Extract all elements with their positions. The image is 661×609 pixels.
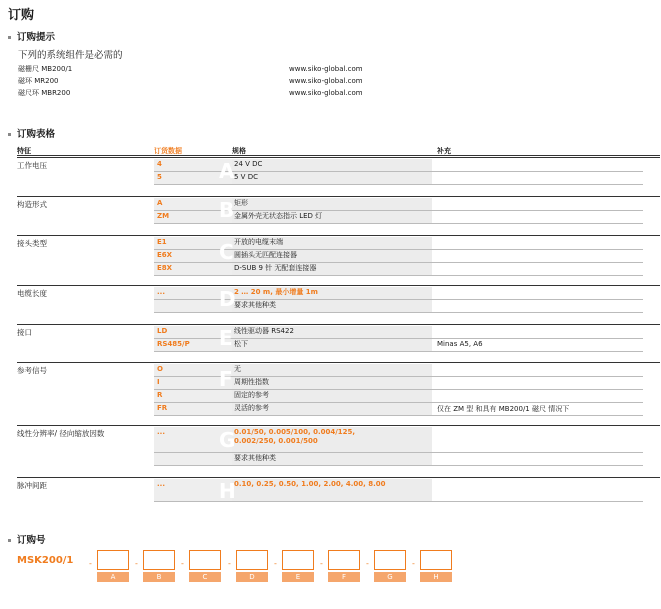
order-code: A <box>157 199 163 207</box>
order-key-separator: - <box>320 559 323 568</box>
row-divider <box>154 223 643 224</box>
order-code: E1 <box>157 238 167 246</box>
order-key-separator: - <box>274 559 277 568</box>
order-code: I <box>157 378 160 386</box>
feature-label: 电缆长度 <box>17 289 47 298</box>
order-slot-d[interactable] <box>236 550 268 570</box>
hint-item <box>18 76 378 86</box>
spec-value: 线性驱动器 RS422 <box>234 327 294 335</box>
spec-cell <box>232 403 432 415</box>
hint-item-url[interactable]: www.siko-global.com <box>289 77 363 85</box>
column-supplement: 补充 <box>437 147 451 155</box>
spec-cell <box>232 326 432 338</box>
feature-group-c <box>17 235 660 274</box>
spec-value: 5 V DC <box>234 173 258 181</box>
order-slot-g[interactable] <box>374 550 406 570</box>
order-code: ZM <box>157 212 170 220</box>
page-title: 订购 <box>8 8 35 23</box>
column-spec: 规格 <box>232 147 246 155</box>
column-code: 订货数据 <box>154 147 182 155</box>
code-cell <box>154 390 232 402</box>
code-cell <box>154 263 232 275</box>
spec-value: 24 V DC <box>234 160 263 168</box>
bullet-square-icon <box>8 36 11 39</box>
spec-value: 要求其他种类 <box>234 454 276 462</box>
order-slot-a[interactable] <box>97 550 129 570</box>
group-letter: F <box>219 367 233 391</box>
table-row <box>154 453 643 465</box>
order-key-separator: - <box>412 559 415 568</box>
order-slot-b[interactable] <box>143 550 175 570</box>
feature-label: 线性分辨率/ 径向缩放因数 <box>17 429 105 438</box>
feature-label: 接头类型 <box>17 239 47 248</box>
spec-cell <box>232 263 432 275</box>
group-letter: E <box>219 326 233 350</box>
hints-heading: 订购提示 <box>8 29 55 43</box>
spec-cell <box>232 377 432 389</box>
supplement-value: Minas A5, A6 <box>437 340 483 348</box>
spec-value: 开放的电缆末端 <box>234 238 283 246</box>
order-code: 5 <box>157 173 162 181</box>
spec-cell <box>232 453 432 465</box>
row-divider <box>154 275 643 276</box>
spec-cell <box>232 237 432 249</box>
spec-cell <box>232 479 432 501</box>
row-divider <box>154 415 643 416</box>
hint-item-name: 磁栅尺 MB200/1 <box>18 65 73 73</box>
feature-label: 参考信号 <box>17 366 47 375</box>
order-code: E8X <box>157 264 173 272</box>
table-heading: 订购表格 <box>8 126 55 140</box>
feature-label: 接口 <box>17 328 32 337</box>
order-slot-label: C <box>189 572 221 582</box>
feature-group-d <box>17 285 660 311</box>
row-divider <box>154 351 643 352</box>
spec-value: 无 <box>234 365 241 373</box>
spec-value: 周期性指数 <box>234 378 269 386</box>
feature-group-b <box>17 196 660 222</box>
group-letter: H <box>219 479 236 503</box>
order-key-separator: - <box>228 559 231 568</box>
group-letter: A <box>219 159 235 183</box>
feature-group-a <box>17 157 660 183</box>
spec-value: 2 … 20 m, 最小增量 1m <box>234 288 318 296</box>
feature-label: 构造形式 <box>17 200 47 209</box>
spec-value: 固定的参考 <box>234 391 269 399</box>
hint-item <box>18 88 378 98</box>
row-divider <box>154 465 643 466</box>
feature-group-f <box>17 362 660 414</box>
spec-value: D-SUB 9 针 无配套连接器 <box>234 264 317 272</box>
order-key-separator: - <box>366 559 369 568</box>
order-key-prefix: MSK200/1 <box>17 555 74 566</box>
order-slot-label: B <box>143 572 175 582</box>
feature-label: 工作电压 <box>17 161 47 170</box>
order-slot-label: A <box>97 572 129 582</box>
feature-group-e <box>17 324 660 350</box>
order-code: O <box>157 365 163 373</box>
group-letter: G <box>219 428 236 452</box>
spec-cell <box>232 250 432 262</box>
hint-item <box>18 64 378 74</box>
group-letter: C <box>219 240 234 264</box>
table-row <box>154 263 643 275</box>
table-row <box>154 403 643 415</box>
row-divider <box>154 184 643 185</box>
hint-item-url[interactable]: www.siko-global.com <box>289 65 363 73</box>
order-code: RS485/P <box>157 340 190 348</box>
feature-group-h <box>17 477 660 503</box>
feature-group-g <box>17 425 660 464</box>
order-code: ... <box>157 480 165 488</box>
spec-value: 金属外壳无状态指示 LED 灯 <box>234 212 323 220</box>
group-letter: D <box>219 287 236 311</box>
spec-value: 0.01/50, 0.005/100, 0.004/125, 0.002/250, 0.001/500 <box>234 428 356 445</box>
feature-label: 脉冲间距 <box>17 481 47 490</box>
order-code: ... <box>157 288 165 296</box>
order-code: 4 <box>157 160 162 168</box>
code-cell <box>154 403 232 415</box>
order-code: E6X <box>157 251 173 259</box>
order-slot-label: D <box>236 572 268 582</box>
spec-value: 松下 <box>234 340 248 348</box>
spec-value: 0.10, 0.25, 0.50, 1.00, 2.00, 4.00, 8.00 <box>234 480 386 488</box>
order-code: R <box>157 391 163 399</box>
spec-cell <box>232 364 432 376</box>
spec-cell <box>232 427 432 452</box>
spec-value: 灵活的参考 <box>234 404 269 412</box>
column-feature: 特征 <box>17 147 31 155</box>
spec-cell <box>232 198 432 210</box>
spec-cell <box>232 172 432 184</box>
order-code: ... <box>157 428 165 436</box>
spec-cell <box>232 339 432 351</box>
hint-item-name: 磁尺环 MBR200 <box>18 89 71 97</box>
hint-item-url[interactable]: www.siko-global.com <box>289 89 363 97</box>
order-slot-label: G <box>374 572 406 582</box>
spec-value: 圆插头无匹配连接器 <box>234 251 297 259</box>
hint-item-name: 磁环 MR200 <box>18 77 59 85</box>
order-slot-e[interactable] <box>282 550 314 570</box>
bullet-square-icon <box>8 133 11 136</box>
order-slot-label: H <box>420 572 452 582</box>
hints-subtitle: 下列的系统组件是必需的 <box>18 50 123 61</box>
order-code: FR <box>157 404 168 412</box>
order-key-heading: 订购号 <box>8 532 46 546</box>
order-slot-label: E <box>282 572 314 582</box>
spec-value: 要求其他种类 <box>234 301 276 309</box>
order-slot-h[interactable] <box>420 550 452 570</box>
spec-cell <box>232 300 432 312</box>
order-slot-c[interactable] <box>189 550 221 570</box>
group-letter: B <box>219 198 235 222</box>
row-divider <box>154 312 643 313</box>
spec-value: 矩形 <box>234 199 248 207</box>
order-key-separator: - <box>181 559 184 568</box>
table-header <box>17 144 660 156</box>
spec-cell <box>232 287 432 299</box>
order-key-separator: - <box>89 559 92 568</box>
code-cell <box>154 453 232 465</box>
table-row <box>154 390 643 402</box>
spec-cell <box>232 159 432 171</box>
order-slot-f[interactable] <box>328 550 360 570</box>
spec-cell <box>232 211 432 223</box>
order-key-separator: - <box>135 559 138 568</box>
bullet-square-icon <box>8 539 11 542</box>
order-code: LD <box>157 327 168 335</box>
supplement-value: 仅在 ZM 型 和具有 MB200/1 磁尺 情况下 <box>437 405 570 413</box>
spec-cell <box>232 390 432 402</box>
order-slot-label: F <box>328 572 360 582</box>
